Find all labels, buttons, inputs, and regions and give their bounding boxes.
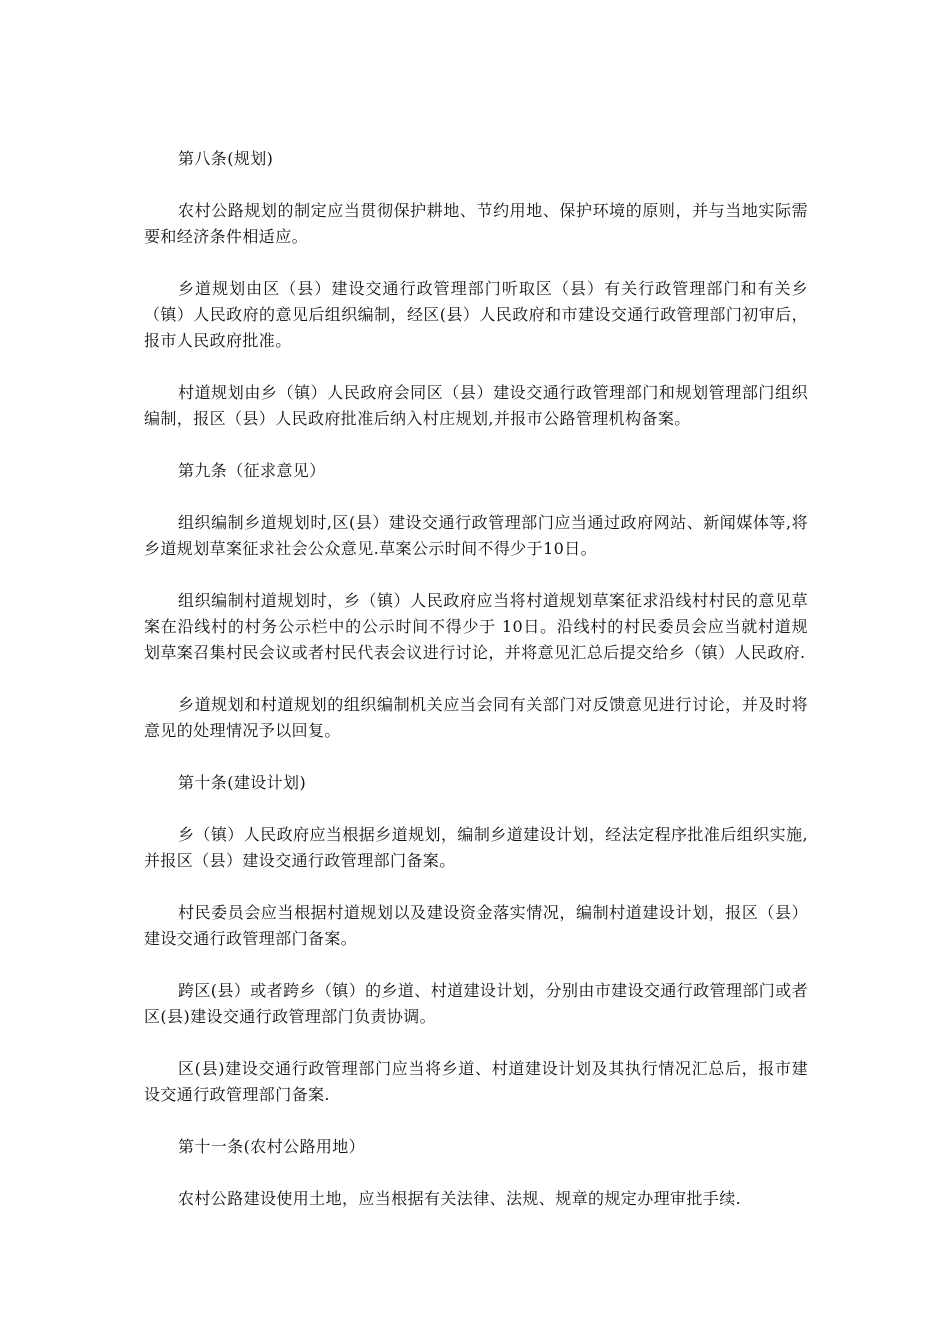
article-11-heading: 第十一条(农村公路用地） — [178, 1137, 366, 1156]
article-8-heading: 第八条(规划) — [178, 149, 274, 168]
article-10-paragraph-1: 乡（镇）人民政府应当根据乡道规划，编制乡道建设计划，经法定程序批准后组织实施,并报区（县）建设交通行政管理部门备案。 — [144, 825, 808, 870]
article-10-heading: 第十条(建设计划) — [178, 773, 307, 792]
article-9-paragraph-3: 乡道规划和村道规划的组织编制机关应当会同有关部门对反馈意见进行讨论，并及时将意见的处理情况予以回复。 — [144, 695, 808, 740]
article-9-paragraph-1: 组织编制乡道规划时,区(县）建设交通行政管理部门应当通过政府网站、新闻媒体等,将乡道规划草案征求社会公众意见.草案公示时间不得少于10日。 — [144, 513, 808, 558]
article-9-heading: 第九条（征求意见） — [178, 461, 326, 480]
article-10-paragraph-3: 跨区(县）或者跨乡（镇）的乡道、村道建设计划，分别由市建设交通行政管理部门或者区(县)建设交通行政管理部门负责协调。 — [144, 981, 808, 1026]
document-page — [144, 146, 808, 1238]
article-11-paragraph-1: 农村公路建设使用土地，应当根据有关法律、法规、规章的规定办理审批手续. — [178, 1189, 742, 1208]
article-8-paragraph-2: 乡道规划由区（县）建设交通行政管理部门听取区（县）有关行政管理部门和有关乡（镇）人民政府的意见后组织编制，经区(县）人民政府和市建设交通行政管理部门初审后，报市人民政府批准。 — [144, 279, 808, 350]
article-9-paragraph-2: 组织编制村道规划时，乡（镇）人民政府应当将村道规划草案征求沿线村村民的意见草案在沿线村的村务公示栏中的公示时间不得少于 10日。沿线村的村民委员会应当就村道规划草案召集村民会议或者村民代表会议进行讨论，并将意见汇总后提交给乡（镇）人民政府. — [144, 591, 808, 662]
article-8-paragraph-3: 村道规划由乡（镇）人民政府会同区（县）建设交通行政管理部门和规划管理部门组织编制，报区（县）人民政府批准后纳入村庄规划,并报市公路管理机构备案。 — [144, 383, 808, 428]
article-8-paragraph-1: 农村公路规划的制定应当贯彻保护耕地、节约用地、保护环境的原则，并与当地实际需要和经济条件相适应。 — [144, 201, 808, 246]
article-10-paragraph-2: 村民委员会应当根据村道规划以及建设资金落实情况，编制村道建设计划，报区（县）建设交通行政管理部门备案。 — [144, 903, 808, 948]
article-10-paragraph-4: 区(县)建设交通行政管理部门应当将乡道、村道建设计划及其执行情况汇总后，报市建设交通行政管理部门备案. — [144, 1059, 808, 1104]
